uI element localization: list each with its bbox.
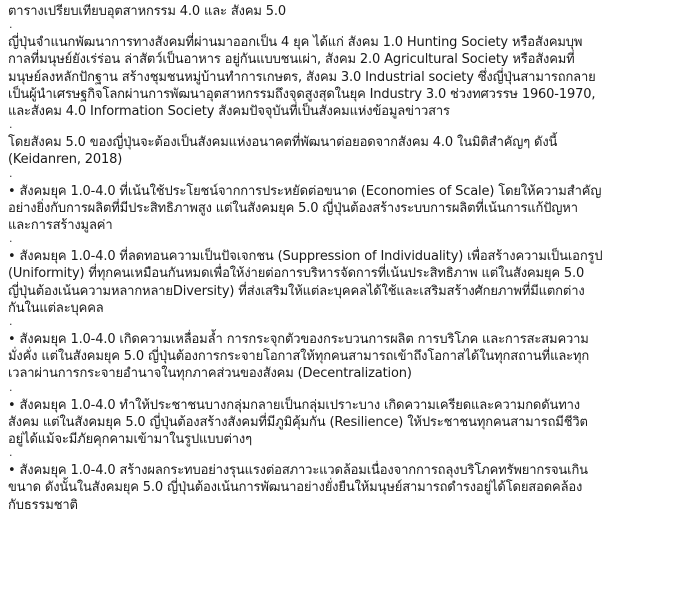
separator-dot: . xyxy=(9,446,13,460)
text-line: • สังคมยุค 1.0-4.0 สร้างผลกระทบอย่างรุนแรงต่อสภาวะแวดล้อมเนื่องจากการถลุงบริโภคทรัพยากรจนเกิน xyxy=(8,463,588,479)
bullet-decentralization xyxy=(8,331,670,383)
text-line: เป็นผู้นำเศรษฐกิจโลกผ่านการพัฒนาอุตสาหกรรมถึงจุดสูงสุดในยุค Industry 3.0 ช่วงทศวรรษ 1960-1970, xyxy=(8,86,596,102)
text-line: อย่างยิ่งกับการผลิตที่มีประสิทธิภาพสูง แต่ในสังคมยุค 5.0 ญี่ปุ่นต้องสร้างระบบการผลิตที่เน้นการแก้ปัญหา xyxy=(8,200,578,216)
separator-dot: . xyxy=(9,118,13,132)
separator-dot: . xyxy=(9,380,13,394)
text-line: ขนาด ดังนั้นในสังคมยุค 5.0 ญี่ปุ่นต้องเน้นการพัฒนาอย่างยั่งยืนให้มนุษย์สามารถดำรงอยู่ได้โดยสอดคล้อง xyxy=(8,480,583,496)
text-line: กาลที่มนุษย์ยังเร่ร่อน ล่าสัตว์เป็นอาหาร อยู่กันแบบชนเผ่า, สังคม 2.0 Agricultural Society หรือสังคมที่ xyxy=(8,52,575,68)
text-line: • สังคมยุค 1.0-4.0 ที่เน้นใช้ประโยชน์จากการประหยัดต่อขนาด (Economies of Scale) โดยให้ความสำคัญ xyxy=(8,183,602,199)
separator-dot: . xyxy=(9,166,13,180)
bullet-economies-of-scale xyxy=(8,183,670,235)
bullet-individuality xyxy=(8,248,670,317)
separator-dot: . xyxy=(9,18,13,32)
bullet-resilience xyxy=(8,397,670,449)
text-line: • สังคมยุค 1.0-4.0 ทำให้ประชาชนบางกลุ่มกลายเป็นกลุ่มเปราะบาง เกิดความเครียดและความกดดันทาง xyxy=(8,397,580,413)
text-line: สังคม แต่ในสังคมยุค 5.0 ญี่ปุ่นต้องสร้างสังคมที่มีภูมิคุ้มกัน (Resilience) ให้ประชาชนทุกคนสามารถมีชีวิต xyxy=(8,414,588,430)
text-line: • สังคมยุค 1.0-4.0 เกิดความเหลื่อมล้ำ การกระจุกตัวของกระบวนการผลิต การบริโภค และการสะสมความ xyxy=(8,332,589,348)
paragraph-intro xyxy=(8,34,670,120)
document-title: ตารางเปรียบเทียบอุตสาหกรรม 4.0 และ สังคม 5.0 xyxy=(8,4,287,19)
text-line: • สังคมยุค 1.0-4.0 ที่ลดทอนความเป็นปัจเจกชน (Suppression of Individuality) เพื่อสร้างความเป็นเอกรูป xyxy=(8,249,603,265)
text-line: กับธรรมชาติ xyxy=(8,497,78,513)
paragraph-society5 xyxy=(8,134,670,168)
text-line: ญี่ปุ่นจำแนกพัฒนาการทางสังคมที่ผ่านมาออกเป็น 4 ยุค ได้แก่ สังคม 1.0 Hunting Society หรือสังคมบุพ xyxy=(8,35,583,51)
text-line: มั่งคั่ง แต่ในสังคมยุค 5.0 ญี่ปุ่นต้องการกระจายโอกาสให้ทุกคนสามารถเข้าถึงโอกาสได้ในทุกสถานที่และทุก xyxy=(8,349,590,365)
text-line: ญี่ปุ่นต้องเน้นความหลากหลายDiversity) ที่ส่งเสริมให้แต่ละบุคคลได้ใช้และเสริมสร้างศักยภาพที่มีแตกต่าง xyxy=(8,283,585,299)
text-line: และสังคม 4.0 Information Society สังคมปัจจุบันที่เป็นสังคมแห่งข้อมูลข่าวสาร xyxy=(8,104,450,120)
text-line: และการสร้างมูลค่า xyxy=(8,218,113,234)
text-line: โดยสังคม 5.0 ของญี่ปุ่นจะต้องเป็นสังคมแห่งอนาคตที่พัฒนาต่อยอดจากสังคม 4.0 ในมิติสำคัญๆ ดังนี้ xyxy=(8,135,558,151)
text-line: (Uniformity) ที่ทุกคนเหมือนกันหมดเพื่อให้ง่ายต่อการบริหารจัดการที่เน้นประสิทธิภาพ แต่ในสังคมยุค 5.0 xyxy=(8,266,585,282)
separator-dot: . xyxy=(9,315,13,329)
text-line: อยู่ได้แม้จะมีภัยคุกคามเข้ามาในรูปแบบต่างๆ xyxy=(8,432,252,448)
bullet-sustainability xyxy=(8,462,670,514)
document-body xyxy=(8,3,670,514)
text-line: กันในแต่ละบุคคล xyxy=(8,300,104,316)
text-line: เวลาผ่านการกระจายอำนาจในทุกภาคส่วนของสังคม (Decentralization) xyxy=(8,366,412,382)
separator-dot: . xyxy=(9,232,13,246)
text-line: (Keidanren, 2018) xyxy=(8,152,123,168)
text-line: มนุษย์ลงหลักปักฐาน สร้างชุมชนหมู่บ้านทำการเกษตร, สังคม 3.0 Industrial society ซึ่งญี่ปุ่นสามารถกลาย xyxy=(8,69,596,85)
